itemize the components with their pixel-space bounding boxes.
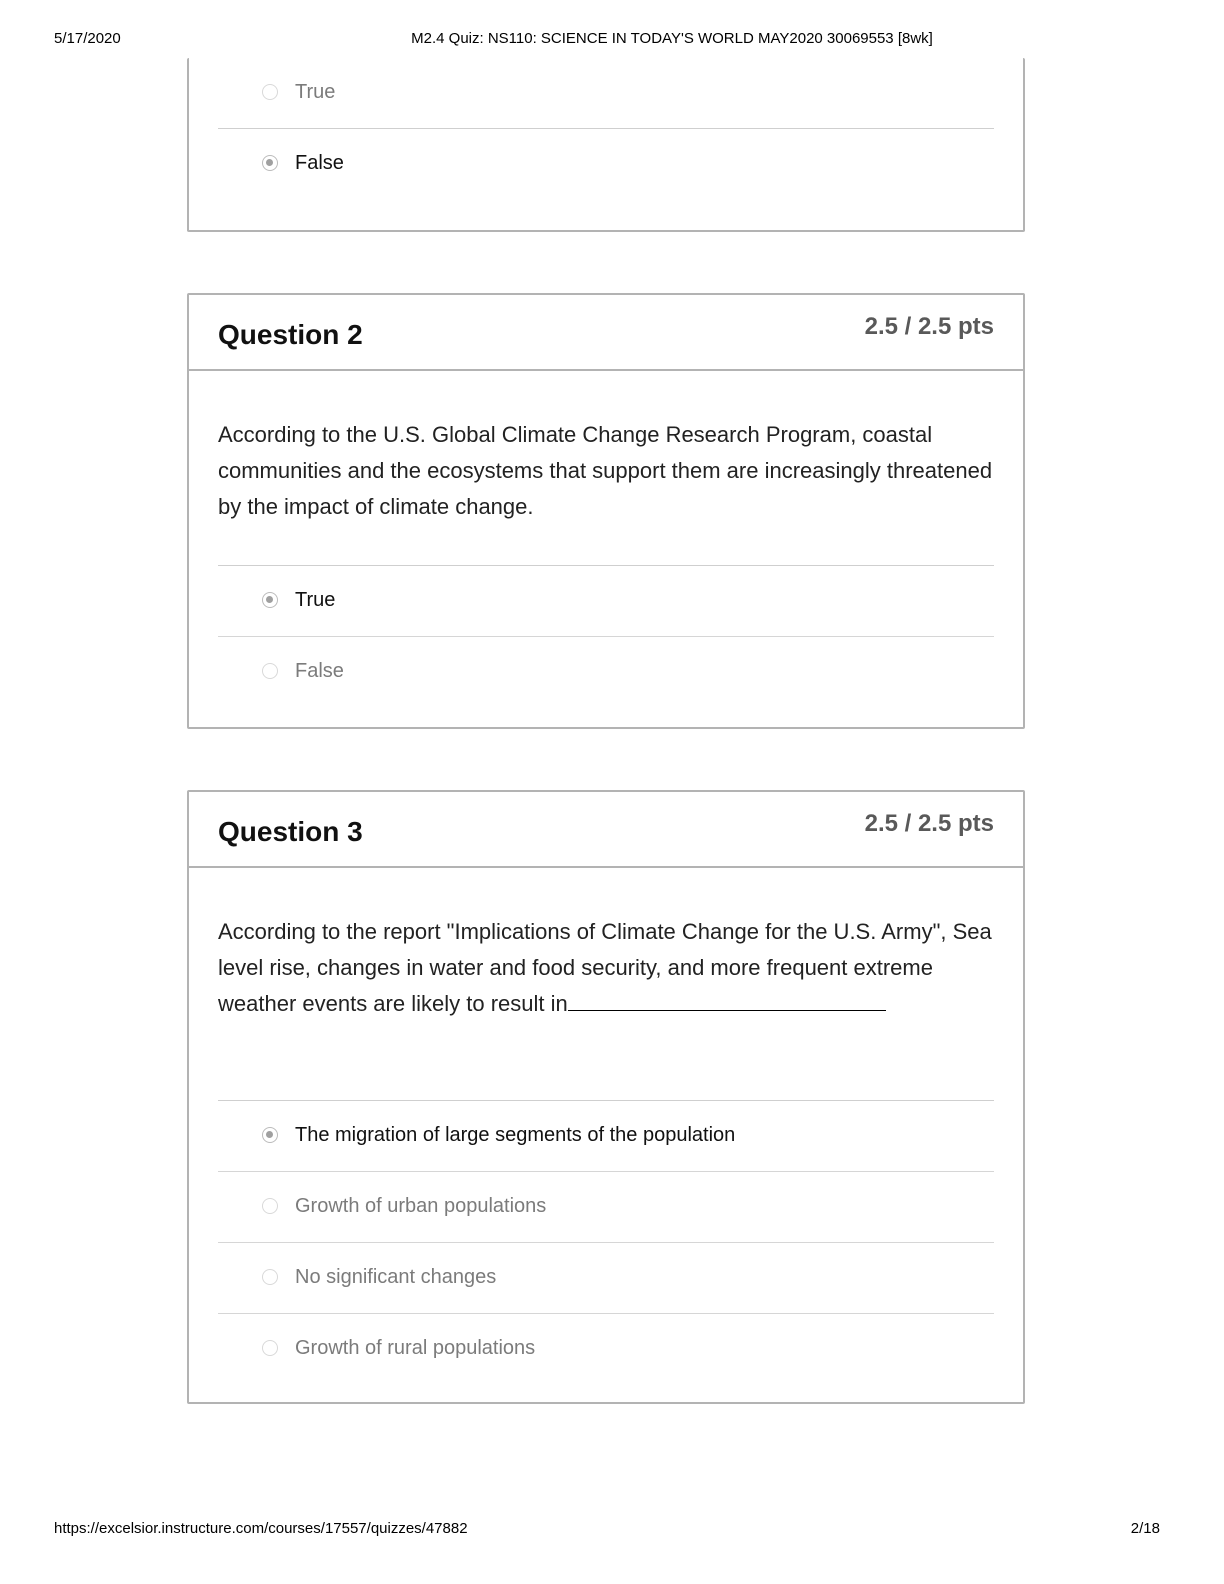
fill-in-blank-line (568, 990, 886, 1011)
question-text: According to the U.S. Global Climate Change Research Program, coastal communities and the ecosystems that support them are increasingly threatened by the impact of climate change. (218, 422, 993, 519)
question-1-answers (218, 58, 994, 199)
radio-unselected-icon[interactable] (262, 1198, 278, 1214)
question-points: 2.5 / 2.5 pts (864, 810, 994, 837)
question-2-answers (218, 565, 994, 707)
answer-label: True (295, 81, 336, 103)
question-points: 2.5 / 2.5 pts (864, 313, 994, 340)
radio-selected-icon[interactable] (262, 1127, 278, 1143)
question-3-card (187, 790, 1025, 1404)
radio-unselected-icon[interactable] (262, 1269, 278, 1285)
question-3-header (189, 792, 1023, 868)
radio-unselected-icon[interactable] (262, 663, 278, 679)
answer-label: True (295, 589, 336, 611)
question-2-header (189, 295, 1023, 371)
radio-unselected-icon[interactable] (262, 84, 278, 100)
question-2-card (187, 293, 1025, 729)
answer-label: No significant changes (295, 1266, 497, 1288)
answer-label: The migration of large segments of the population (295, 1124, 736, 1146)
answer-option[interactable] (218, 636, 994, 707)
print-url: https://excelsior.instructure.com/courses/17557/quizzes/47882 (54, 1520, 468, 1537)
question-3-answers (218, 1100, 994, 1384)
answer-option[interactable] (218, 1242, 994, 1313)
answer-option[interactable] (218, 565, 994, 636)
answer-option[interactable] (218, 1100, 994, 1171)
question-title: Question 3 (218, 816, 363, 847)
answer-label: Growth of urban populations (295, 1195, 547, 1217)
radio-selected-icon[interactable] (262, 155, 278, 171)
print-page-number: 2/18 (1130, 1520, 1160, 1537)
answer-option[interactable] (218, 1171, 994, 1242)
answer-label: False (295, 660, 344, 682)
answer-label: Growth of rural populations (295, 1337, 536, 1359)
question-text (218, 914, 994, 1100)
answer-option[interactable] (218, 128, 994, 199)
question-1-card (187, 58, 1025, 232)
radio-unselected-icon[interactable] (262, 1340, 278, 1356)
print-title: M2.4 Quiz: NS110: SCIENCE IN TODAY'S WORLD MAY2020 30069553 [8wk] (411, 30, 933, 47)
radio-selected-icon[interactable] (262, 592, 278, 608)
answer-label: False (295, 152, 344, 174)
answer-option[interactable] (218, 58, 994, 128)
question-text-body: According to the report "Implications of Climate Change for the U.S. Army", Sea level rise, changes in water and food security, and more frequent extreme weather events are likely to result in (218, 919, 992, 1016)
print-date: 5/17/2020 (54, 30, 121, 47)
question-title: Question 2 (218, 319, 363, 350)
answer-option[interactable] (218, 1313, 994, 1384)
